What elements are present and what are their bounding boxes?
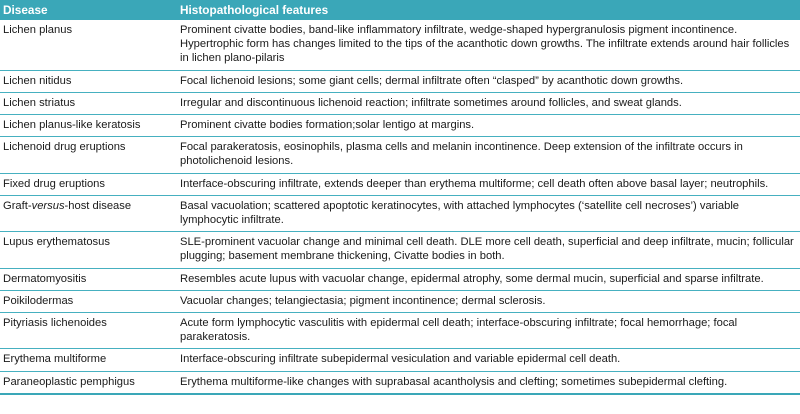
disease-text-pre: Graft-	[3, 199, 32, 212]
disease-text-italic: versus	[31, 199, 65, 212]
disease-cell	[0, 195, 177, 231]
header-disease: Disease	[0, 0, 177, 20]
features-cell: Vacuolar changes; telangiectasia; pigment incontinence; dermal sclerosis.	[177, 290, 800, 312]
table-row	[0, 290, 800, 312]
table-row	[0, 232, 800, 268]
disease-cell: Lichen planus	[0, 20, 177, 70]
features-cell: Basal vacuolation; scattered apoptotic keratinocytes, with attached lymphocytes (‘satellite cell necroses’) variable lymphocytic infiltrate.	[177, 195, 800, 231]
table-row	[0, 173, 800, 195]
disease-cell: Lichen striatus	[0, 92, 177, 114]
table-row	[0, 371, 800, 394]
features-cell: Irregular and discontinuous lichenoid reaction; infiltrate sometimes around follicles, and sweat glands.	[177, 92, 800, 114]
features-cell: Focal parakeratosis, eosinophils, plasma cells and melanin incontinence. Deep extension of the infiltrate occurs in photolichenoid lesions.	[177, 137, 800, 173]
table-row	[0, 313, 800, 349]
features-cell: Interface-obscuring infiltrate subepidermal vesiculation and variable epidermal cell death.	[177, 349, 800, 371]
features-cell: Resembles acute lupus with vacuolar change, epidermal atrophy, some dermal mucin, superficial and sparse infiltrate.	[177, 268, 800, 290]
table-row	[0, 70, 800, 92]
disease-cell: Pityriasis lichenoides	[0, 313, 177, 349]
table-row	[0, 195, 800, 231]
table-row	[0, 268, 800, 290]
table-body	[0, 20, 800, 394]
table-header	[0, 0, 800, 20]
disease-cell: Erythema multiforme	[0, 349, 177, 371]
disease-cell: Paraneoplastic pemphigus	[0, 371, 177, 394]
features-cell: Interface-obscuring infiltrate, extends deeper than erythema multiforme; cell death often above basal layer; neutrophils.	[177, 173, 800, 195]
features-cell: Focal lichenoid lesions; some giant cells; dermal infiltrate often “clasped” by acanthotic down growths.	[177, 70, 800, 92]
table-row	[0, 115, 800, 137]
table-row	[0, 137, 800, 173]
features-cell: Erythema multiforme-like changes with suprabasal acantholysis and clefting; sometimes subepidermal clefting.	[177, 371, 800, 394]
features-cell: Acute form lymphocytic vasculitis with epidermal cell death; interface-obscuring infiltrate; focal hemorrhage; focal parakeratosis.	[177, 313, 800, 349]
table-row	[0, 349, 800, 371]
disease-cell: Fixed drug eruptions	[0, 173, 177, 195]
features-cell: Prominent civatte bodies, band-like inflammatory infiltrate, wedge-shaped hypergranulosis pigment incontinence. Hypertrophic form has changes limited to the tips of the acanthotic down growths. The infiltrate extends around hair follicles in lichen plano-pilaris	[177, 20, 800, 70]
disease-text-post: -host disease	[64, 199, 132, 212]
header-features: Histopathological features	[177, 0, 800, 20]
header-row	[0, 0, 800, 20]
disease-cell: Lichenoid drug eruptions	[0, 137, 177, 173]
disease-cell: Poikilodermas	[0, 290, 177, 312]
disease-cell: Lichen nitidus	[0, 70, 177, 92]
disease-cell: Lupus erythematosus	[0, 232, 177, 268]
table-row	[0, 20, 800, 70]
features-cell: Prominent civatte bodies formation;solar lentigo at margins.	[177, 115, 800, 137]
disease-cell: Dermatomyositis	[0, 268, 177, 290]
features-cell: SLE-prominent vacuolar change and minimal cell death. DLE more cell death, superficial and deep infiltrate, mucin; follicular plugging; basement membrane thickening, Civatte bodies in both.	[177, 232, 800, 268]
disease-cell: Lichen planus-like keratosis	[0, 115, 177, 137]
table-row	[0, 92, 800, 114]
